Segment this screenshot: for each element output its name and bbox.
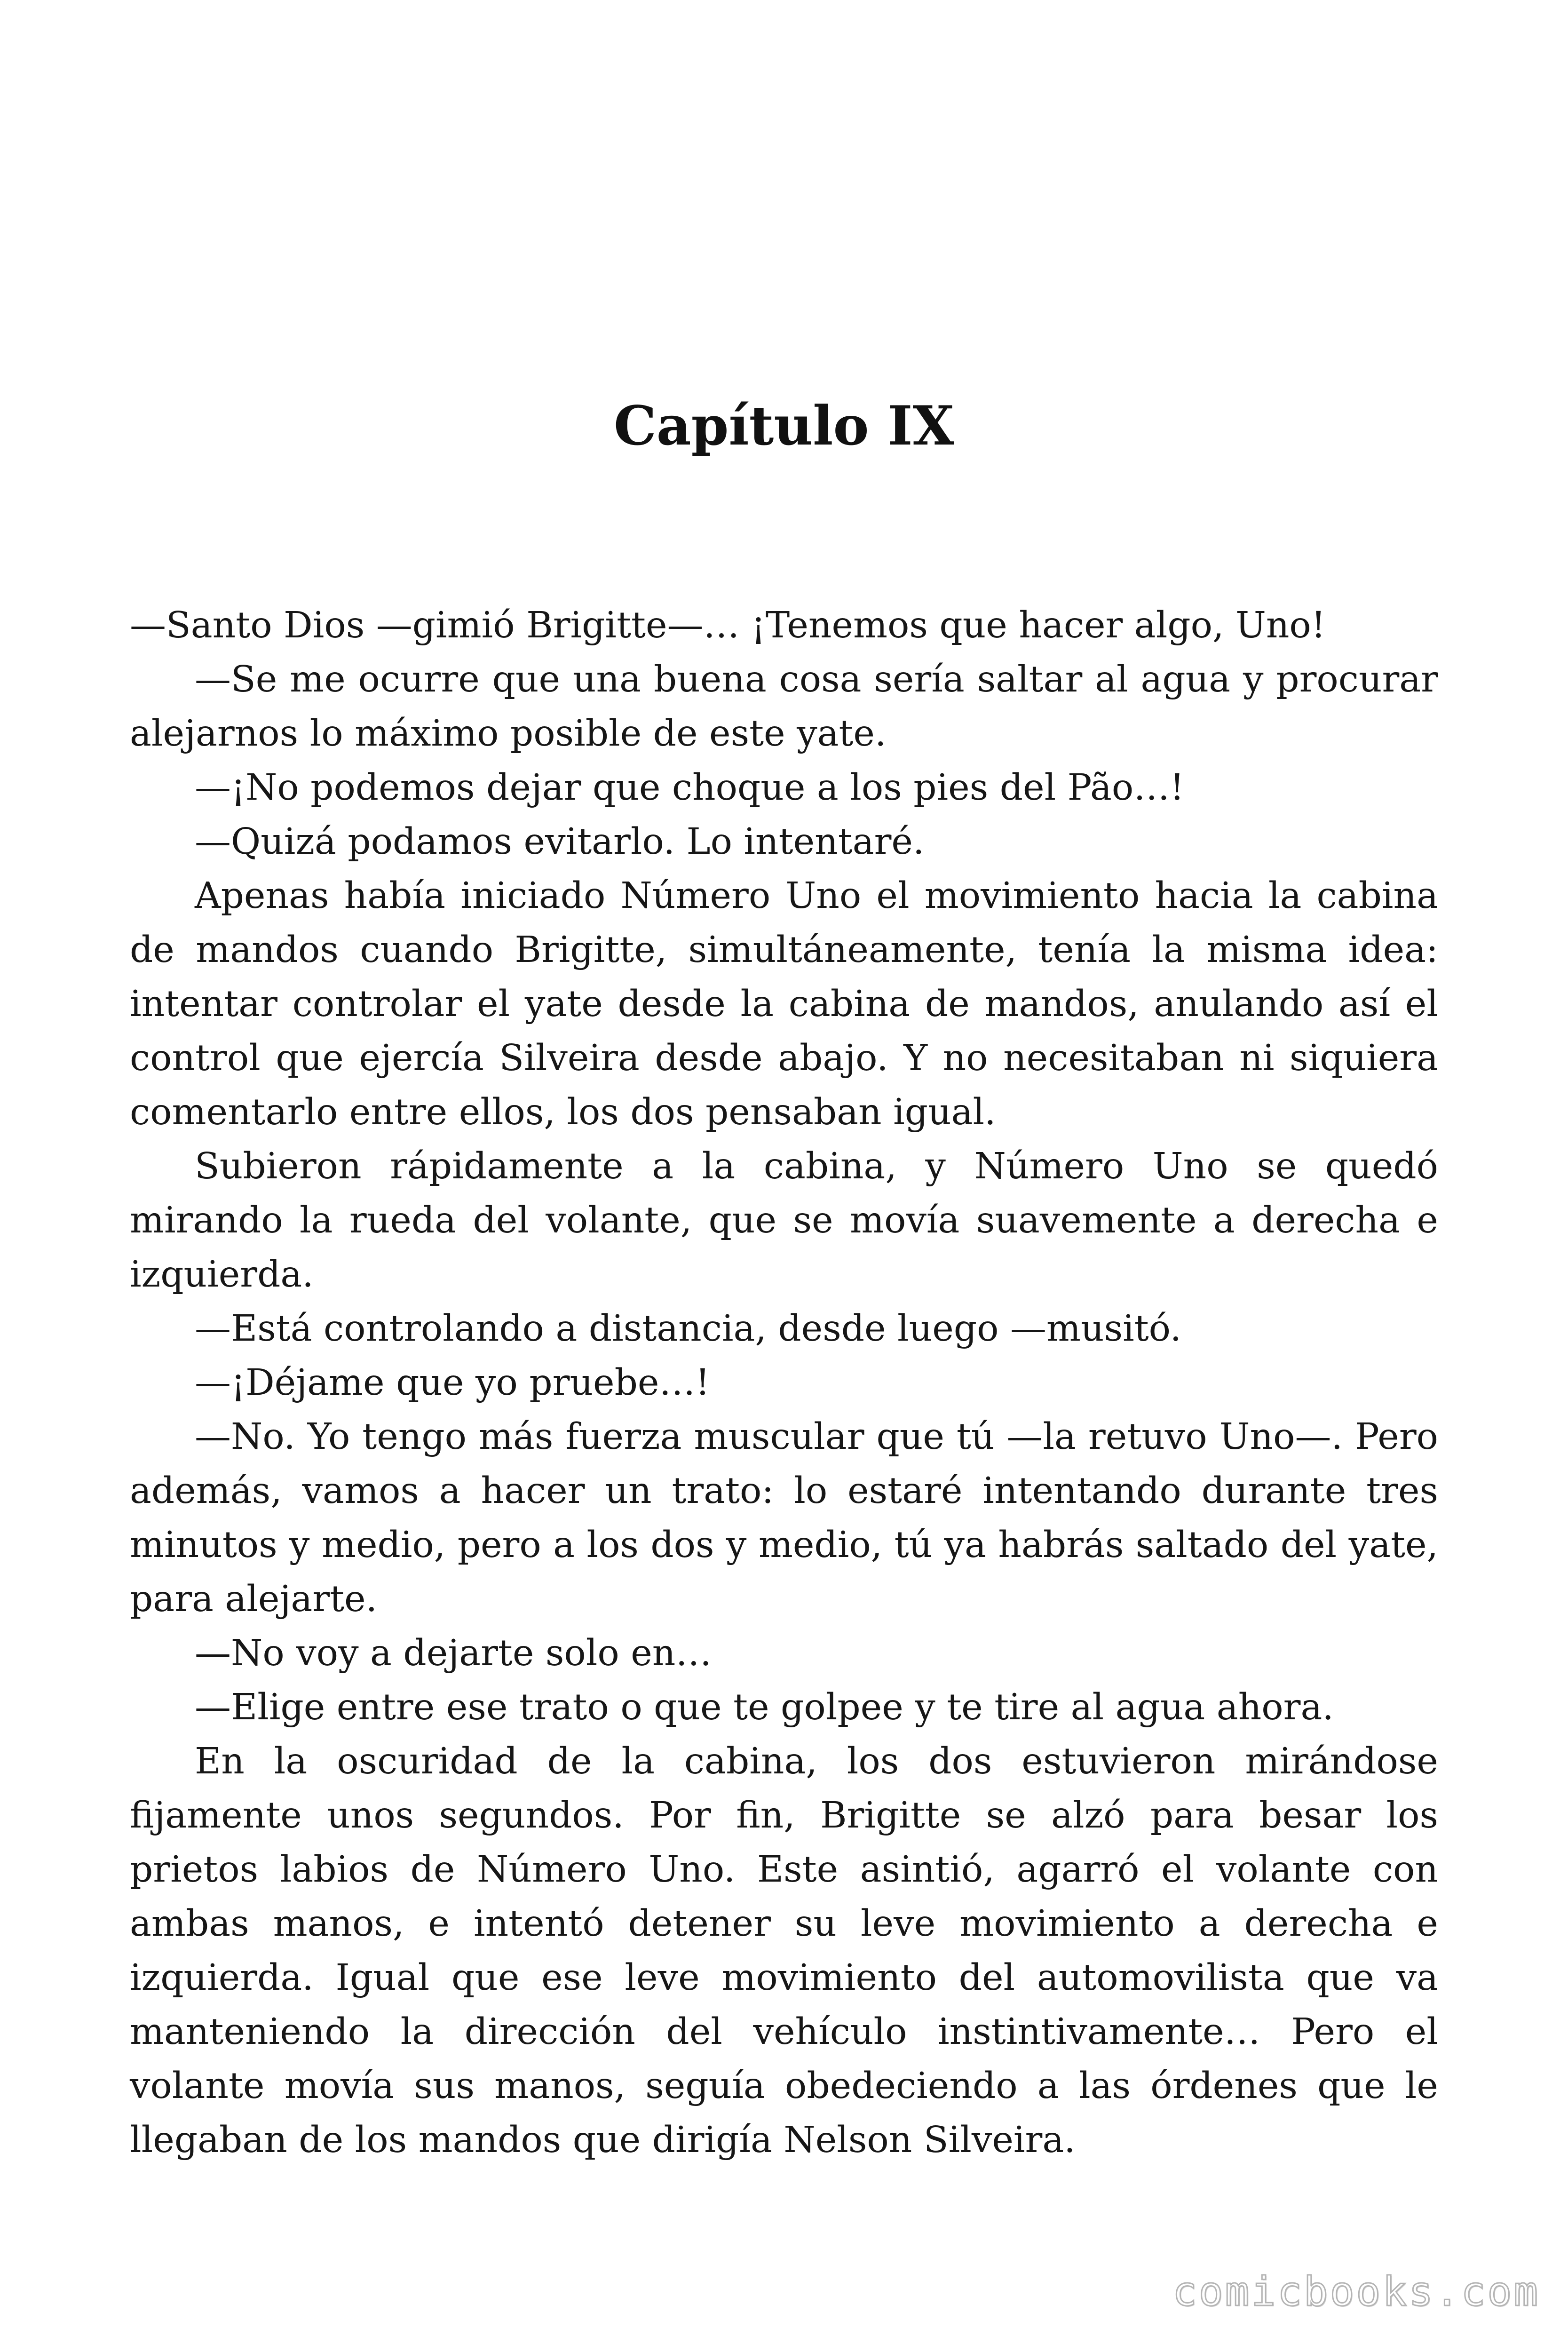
paragraph-4: —Quizá podamos evitarlo. Lo intentaré. [195,821,925,863]
chapter-body [130,598,1438,2167]
watermark: comicbooks.com [1172,2268,1540,2315]
paragraph-1: —Santo Dios —gimió Brigitte—… ¡Tenemos que hacer algo, Uno! [130,604,1326,646]
paragraph-6: Subieron rápidamente a la cabina, y Número Uno se quedó mirando la rueda del volante, que se movía suavemente a derecha e izquierda. [130,1145,1438,1295]
paragraph-10: —No voy a dejarte solo en… [195,1632,712,1674]
paragraph-12: En la oscuridad de la cabina, los dos estuvieron mirándose fijamente unos segundos. Por fin, Brigitte se alzó para besar los prietos labios de Número Uno. Este asintió, agarró el volante con ambas manos, e intentó detener su leve movimiento a derecha e izquierda. Igual que ese leve movimiento del automovilista que va manteniendo la dirección del vehículo instintivamente… Pero el volante movía sus manos, seguía obedeciendo a las órdenes que le llegaban de los mandos que dirigía Nelson Silveira. [130,1740,1438,2161]
paragraph-2: —Se me ocurre que una buena cosa sería saltar al agua y procurar alejarnos lo máximo posible de este yate. [130,659,1438,755]
paragraph-5: Apenas había iniciado Número Uno el movimiento hacia la cabina de mandos cuando Brigitte, simultáneamente, tenía la misma idea: intentar controlar el yate desde la cabina de mandos, anulando así el control que ejercía Silveira desde abajo. Y no necesitaban ni siquiera comentarlo entre ellos, los dos pensaban igual. [130,875,1438,1133]
paragraph-8: —¡Déjame que yo pruebe…! [195,1362,710,1404]
paragraph-3: —¡No podemos dejar que choque a los pies del Pão…! [195,767,1185,809]
paragraph-7: —Está controlando a distancia, desde luego —musitó. [195,1308,1182,1350]
paragraph-9: —No. Yo tengo más fuerza muscular que tú —la retuvo Uno—. Pero además, vamos a hacer un trato: lo estaré intentando durante tres minutos y medio, pero a los dos y medio, tú ya habrás saltado del yate, para alejarte. [130,1416,1438,1620]
chapter-title: Capítulo IX [614,394,954,457]
paragraph-11: —Elige entre ese trato o que te golpee y te tire al agua ahora. [195,1686,1334,1728]
